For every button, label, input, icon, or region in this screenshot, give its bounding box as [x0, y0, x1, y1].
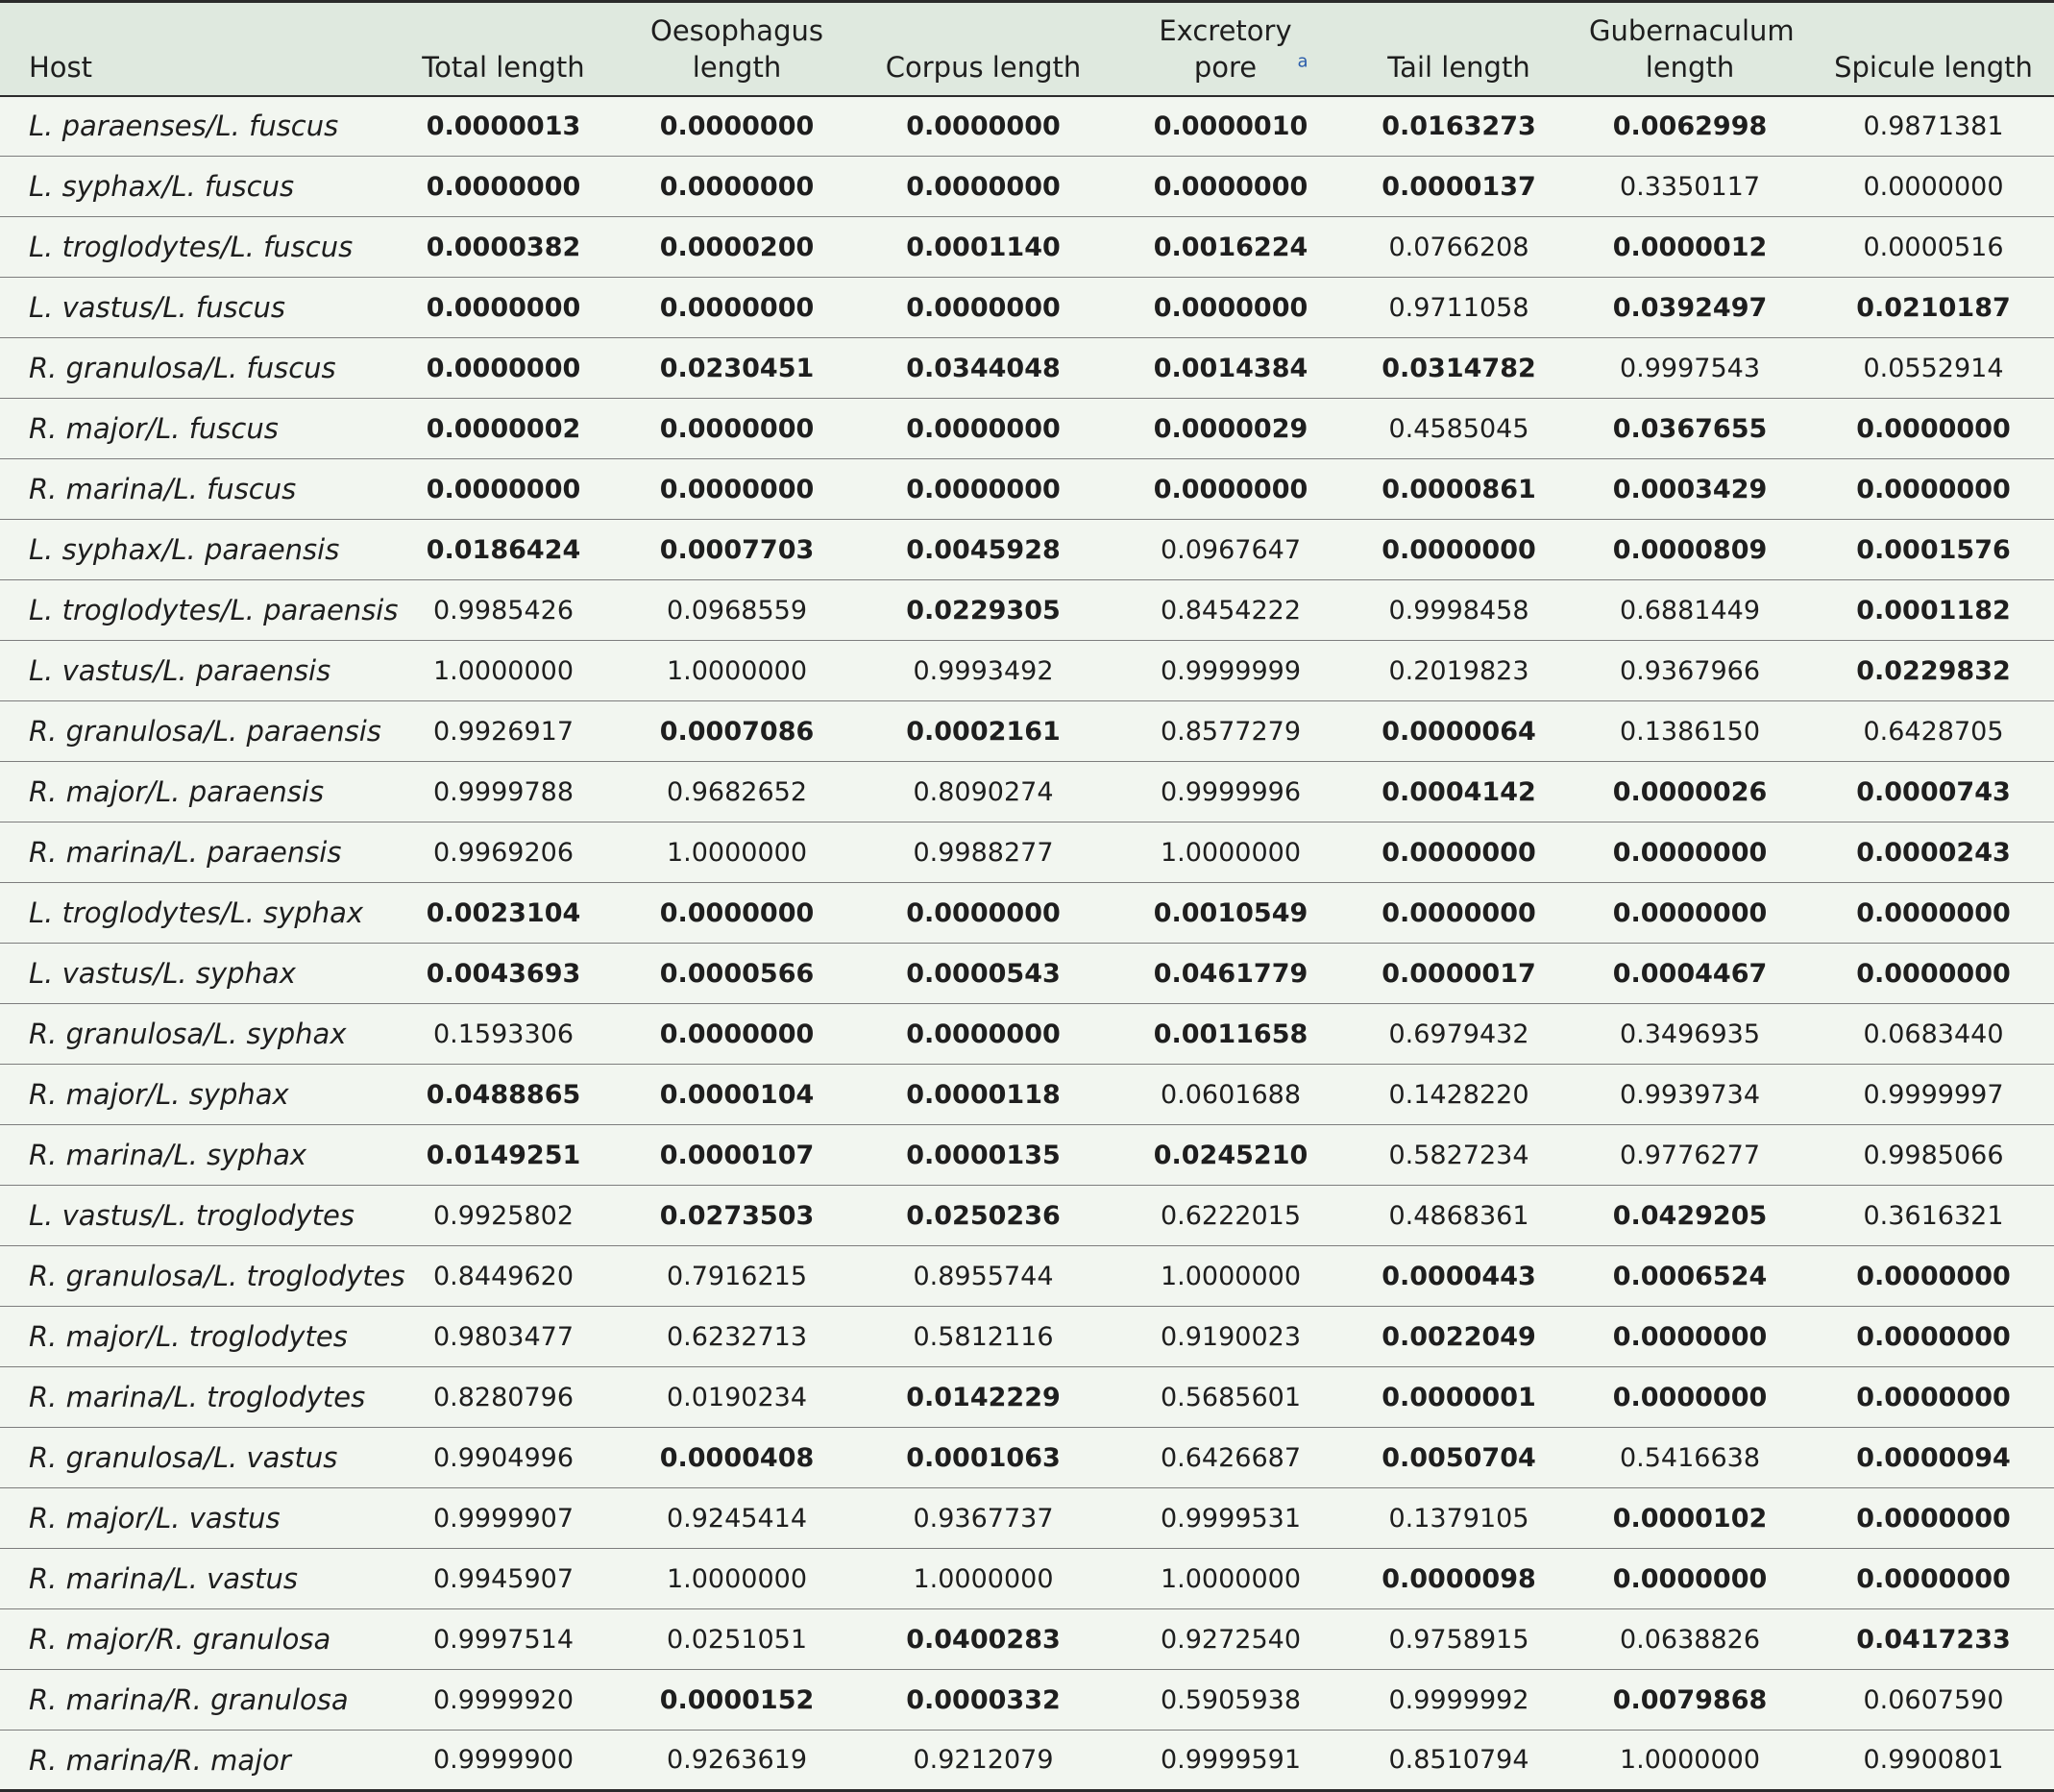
header-oesophagus-length — [618, 2, 856, 96]
p-value-cell: 0.0000000 — [856, 96, 1111, 157]
p-value-cell: 0.0000013 — [389, 96, 618, 157]
table-row — [0, 1307, 2054, 1367]
p-value-cell: 0.0000000 — [1567, 1549, 1813, 1609]
p-value-cell: 0.0000000 — [1813, 1246, 2054, 1307]
p-value-cell: 0.0000000 — [1567, 822, 1813, 883]
host-pair-cell: R. major/L. paraensis — [0, 762, 389, 822]
p-value-cell: 0.9999999 — [1111, 641, 1351, 701]
p-value-cell: 0.0001140 — [856, 217, 1111, 278]
host-pair-cell: R. major/R. granulosa — [0, 1609, 389, 1670]
p-value-cell: 0.0000000 — [1813, 399, 2054, 459]
p-value-cell: 0.0229305 — [856, 580, 1111, 641]
p-value-cell: 0.0000102 — [1567, 1488, 1813, 1549]
p-value-cell: 0.0000104 — [618, 1065, 856, 1125]
p-value-cell: 0.9997543 — [1567, 338, 1813, 399]
p-value-cell: 0.4868361 — [1351, 1186, 1567, 1246]
table-row — [0, 701, 2054, 762]
header-total-length: Total length — [389, 2, 618, 96]
header-oesophagus-length-text: Oesophagus length — [650, 13, 823, 84]
p-value-cell: 1.0000000 — [1111, 1549, 1351, 1609]
header-gubernaculum-length-text: Gubernaculum length — [1589, 13, 1795, 84]
host-pair-cell: L. vastus/L. troglodytes — [0, 1186, 389, 1246]
table-row — [0, 1065, 2054, 1125]
table-row — [0, 1670, 2054, 1731]
p-value-cell: 0.0607590 — [1813, 1670, 2054, 1731]
p-value-cell: 0.1428220 — [1351, 1065, 1567, 1125]
p-value-cell: 1.0000000 — [389, 641, 618, 701]
p-value-cell: 0.0000000 — [618, 399, 856, 459]
p-value-cell: 0.9999531 — [1111, 1488, 1351, 1549]
table-row — [0, 883, 2054, 944]
p-value-cell: 0.0006524 — [1567, 1246, 1813, 1307]
table-row — [0, 278, 2054, 338]
table-row — [0, 1125, 2054, 1186]
host-pair-cell: L. vastus/L. syphax — [0, 944, 389, 1004]
table-row — [0, 1246, 2054, 1307]
table-row — [0, 96, 2054, 157]
p-value-cell: 0.5416638 — [1567, 1428, 1813, 1488]
p-value-cell: 0.0392497 — [1567, 278, 1813, 338]
host-pair-cell: L. troglodytes/L. fuscus — [0, 217, 389, 278]
p-value-cell: 0.0062998 — [1567, 96, 1813, 157]
p-value-cell: 0.9985426 — [389, 580, 618, 641]
p-value-cell: 0.0000064 — [1351, 701, 1567, 762]
table-row — [0, 1004, 2054, 1065]
p-value-cell: 0.9367737 — [856, 1488, 1111, 1549]
p-value-cell: 0.0000029 — [1111, 399, 1351, 459]
host-pair-cell: R. granulosa/L. paraensis — [0, 701, 389, 762]
p-value-cell: 0.0314782 — [1351, 338, 1567, 399]
p-value-cell: 0.0000000 — [618, 278, 856, 338]
table-row — [0, 157, 2054, 217]
p-value-cell: 0.6979432 — [1351, 1004, 1567, 1065]
p-value-cell: 0.0000000 — [1351, 520, 1567, 580]
p-value-cell: 0.2019823 — [1351, 641, 1567, 701]
header-excretory-pore — [1111, 2, 1351, 96]
p-value-cell: 0.0163273 — [1351, 96, 1567, 157]
p-value-cell: 0.0968559 — [618, 580, 856, 641]
table-row — [0, 217, 2054, 278]
header-row — [0, 2, 2054, 96]
p-value-cell: 0.0400283 — [856, 1609, 1111, 1670]
p-value-cell: 0.8280796 — [389, 1367, 618, 1428]
p-value-cell: 0.0043693 — [389, 944, 618, 1004]
host-pair-cell: L. troglodytes/L. syphax — [0, 883, 389, 944]
p-value-cell: 0.0000809 — [1567, 520, 1813, 580]
host-pair-cell: R. marina/L. syphax — [0, 1125, 389, 1186]
p-value-cell: 0.9871381 — [1813, 96, 2054, 157]
p-value-cell: 0.0367655 — [1567, 399, 1813, 459]
p-value-cell: 0.9263619 — [666, 1745, 807, 1775]
table-body — [0, 96, 2054, 1791]
p-value-cell: 0.9945907 — [389, 1549, 618, 1609]
p-value-cell: 0.0000000 — [1813, 944, 2054, 1004]
host-pair-cell: L. syphax/L. paraensis — [0, 520, 389, 580]
p-value-cell: 0.0245210 — [1111, 1125, 1351, 1186]
p-value-cell: 0.0000000 — [618, 157, 856, 217]
p-value-cell: 0.1386150 — [1567, 701, 1813, 762]
p-value-cell: 0.0000000 — [1111, 157, 1351, 217]
p-value-cell: 0.9272540 — [1111, 1609, 1351, 1670]
p-value-cell: 0.9758915 — [1351, 1609, 1567, 1670]
p-value-cell: 0.0000543 — [856, 944, 1111, 1004]
p-value-cell: 0.0079868 — [1567, 1670, 1813, 1731]
p-value-cell: 0.0000118 — [856, 1065, 1111, 1125]
p-value-cell: 0.9999591 — [1160, 1745, 1301, 1775]
p-value-cell: 1.0000000 — [618, 1549, 856, 1609]
p-value-cell: 1.0000000 — [1619, 1745, 1760, 1775]
p-value-cell: 1.0000000 — [1111, 1246, 1351, 1307]
p-value-cell: 0.0149251 — [389, 1125, 618, 1186]
header-tail-length: Tail length — [1351, 2, 1567, 96]
p-value-cell: 0.0000000 — [856, 459, 1111, 520]
p-value-cell: 0.0000017 — [1351, 944, 1567, 1004]
table-row — [0, 399, 2054, 459]
host-pair-cell: R. marina/L. vastus — [0, 1549, 389, 1609]
p-value-cell: 0.0000000 — [389, 157, 618, 217]
table-row — [0, 1186, 2054, 1246]
p-value-cell: 0.0601688 — [1111, 1065, 1351, 1125]
p-value-cell: 0.9999788 — [389, 762, 618, 822]
host-pair-cell: R. marina/R. major — [29, 1743, 291, 1777]
p-value-cell: 0.0229832 — [1813, 641, 2054, 701]
table-row — [0, 641, 2054, 701]
p-value-cell: 0.0002161 — [856, 701, 1111, 762]
p-value-cell: 0.8449620 — [389, 1246, 618, 1307]
p-value-cell: 0.1593306 — [389, 1004, 618, 1065]
p-value-cell: 0.9999992 — [1351, 1670, 1567, 1731]
p-value-cell: 0.0000332 — [856, 1670, 1111, 1731]
p-value-cell: 0.0488865 — [389, 1065, 618, 1125]
footnote-marker[interactable]: a — [1297, 50, 1308, 71]
p-value-cell: 0.6222015 — [1111, 1186, 1351, 1246]
p-value-cell: 0.0000000 — [856, 1004, 1111, 1065]
p-value-cell: 0.0000000 — [1813, 1367, 2054, 1428]
p-value-cell: 0.0000107 — [618, 1125, 856, 1186]
p-value-cell: 0.0273503 — [618, 1186, 856, 1246]
p-value-cell: 0.0000000 — [856, 399, 1111, 459]
host-pair-cell: R. marina/L. troglodytes — [0, 1367, 389, 1428]
p-value-cell: 0.3350117 — [1567, 157, 1813, 217]
p-value-cell: 0.0011658 — [1111, 1004, 1351, 1065]
p-value-cell: 0.0000000 — [1111, 278, 1351, 338]
p-value-cell: 1.0000000 — [618, 641, 856, 701]
p-value-cell: 0.5905938 — [1111, 1670, 1351, 1731]
p-value-cell: 0.0429205 — [1567, 1186, 1813, 1246]
p-value-cell: 1.0000000 — [618, 822, 856, 883]
p-value-cell: 0.0461779 — [1111, 944, 1351, 1004]
p-value-cell: 0.9988277 — [856, 822, 1111, 883]
p-value-cell: 0.0186424 — [389, 520, 618, 580]
p-value-cell: 0.0210187 — [1813, 278, 2054, 338]
p-value-cell: 0.9998458 — [1351, 580, 1567, 641]
p-value-cell: 0.0142229 — [856, 1367, 1111, 1428]
p-value-cell: 0.0014384 — [1111, 338, 1351, 399]
host-pair-cell: R. major/L. fuscus — [0, 399, 389, 459]
p-value-cell: 0.0000861 — [1351, 459, 1567, 520]
host-pair-cell: R. major/L. syphax — [0, 1065, 389, 1125]
p-value-cell: 0.9999900 — [432, 1745, 574, 1775]
p-value-cell: 0.0000000 — [1111, 459, 1351, 520]
table-row — [0, 1609, 2054, 1670]
p-value-cell: 0.0000566 — [618, 944, 856, 1004]
host-pair-cell: L. vastus/L. fuscus — [0, 278, 389, 338]
host-pair-cell: R. granulosa/L. troglodytes — [0, 1246, 389, 1307]
p-value-cell: 0.0638826 — [1567, 1609, 1813, 1670]
host-pair-cell: R. major/L. troglodytes — [0, 1307, 389, 1367]
p-value-cell: 0.0000200 — [618, 217, 856, 278]
p-value-cell: 0.9985066 — [1813, 1125, 2054, 1186]
p-value-cell: 0.0000000 — [389, 338, 618, 399]
table-row — [0, 520, 2054, 580]
p-value-cell: 0.0344048 — [856, 338, 1111, 399]
p-value-cell: 0.0000000 — [618, 459, 856, 520]
p-value-cell: 0.8510794 — [1388, 1745, 1529, 1775]
p-value-cell: 0.0022049 — [1351, 1307, 1567, 1367]
p-value-cell: 0.0000243 — [1813, 822, 2054, 883]
p-value-cell: 0.6428705 — [1813, 701, 2054, 762]
p-value-cell: 0.0967647 — [1111, 520, 1351, 580]
p-value-cell: 0.0000000 — [1351, 883, 1567, 944]
p-value-cell: 0.5827234 — [1351, 1125, 1567, 1186]
p-value-cell: 0.0000000 — [618, 1004, 856, 1065]
p-value-cell: 0.0001063 — [856, 1428, 1111, 1488]
p-value-cell: 0.0045928 — [856, 520, 1111, 580]
p-value-cell: 0.9245414 — [618, 1488, 856, 1549]
p-value-cell: 0.9925802 — [389, 1186, 618, 1246]
p-value-cell: 0.9803477 — [389, 1307, 618, 1367]
p-value-cell: 0.0001182 — [1813, 580, 2054, 641]
table-row — [0, 822, 2054, 883]
p-value-cell: 0.8090274 — [856, 762, 1111, 822]
p-value-cell: 0.9926917 — [389, 701, 618, 762]
p-value-cell: 0.6881449 — [1567, 580, 1813, 641]
p-value-cell: 0.6232713 — [618, 1307, 856, 1367]
p-value-cell: 0.9999997 — [1813, 1065, 2054, 1125]
p-value-cell: 0.9682652 — [618, 762, 856, 822]
table-row — [0, 1428, 2054, 1488]
p-value-cell: 0.0230451 — [618, 338, 856, 399]
p-value-cell: 0.9969206 — [389, 822, 618, 883]
host-pair-cell: R. granulosa/L. syphax — [0, 1004, 389, 1065]
p-value-cell: 0.0000000 — [618, 96, 856, 157]
p-value-cell: 0.9711058 — [1351, 278, 1567, 338]
p-value-cell: 0.8577279 — [1111, 701, 1351, 762]
host-pair-cell: L. syphax/L. fuscus — [0, 157, 389, 217]
header-corpus-length: Corpus length — [856, 2, 1111, 96]
header-excretory-pore-text: Excretory pore — [1159, 13, 1292, 84]
p-value-cell: 0.0766208 — [1351, 217, 1567, 278]
host-pair-cell: R. marina/L. paraensis — [0, 822, 389, 883]
p-value-cell: 0.0000000 — [1351, 822, 1567, 883]
p-value-cell: 0.9997514 — [389, 1609, 618, 1670]
p-value-cell: 0.0417233 — [1813, 1609, 2054, 1670]
p-value-cell: 0.0000000 — [1567, 883, 1813, 944]
p-value-cell: 0.0000000 — [389, 278, 618, 338]
p-value-cell: 0.0000098 — [1351, 1549, 1567, 1609]
p-value-cell: 0.0190234 — [618, 1367, 856, 1428]
p-value-cell: 0.0000152 — [618, 1670, 856, 1731]
p-value-cell: 0.0000001 — [1351, 1367, 1567, 1428]
p-value-cell: 0.0250236 — [856, 1186, 1111, 1246]
p-value-cell: 0.0000000 — [1813, 1549, 2054, 1609]
p-value-cell: 0.0000000 — [1813, 157, 2054, 217]
table-row — [0, 580, 2054, 641]
p-value-cell: 0.6426687 — [1111, 1428, 1351, 1488]
p-value-cell: 0.8955744 — [856, 1246, 1111, 1307]
p-value-cell: 0.9367966 — [1567, 641, 1813, 701]
p-value-cell: 0.0000094 — [1813, 1428, 2054, 1488]
table-header — [0, 2, 2054, 96]
p-value-cell: 0.9999920 — [389, 1670, 618, 1731]
p-value-cell: 0.0000443 — [1351, 1246, 1567, 1307]
p-value-cell: 0.0000012 — [1567, 217, 1813, 278]
p-value-cell: 1.0000000 — [856, 1549, 1111, 1609]
p-value-cell: 0.0000000 — [1813, 459, 2054, 520]
host-pair-cell: R. marina/L. fuscus — [0, 459, 389, 520]
header-gubernaculum-length — [1567, 2, 1813, 96]
p-value-cell: 0.0000000 — [1813, 1307, 2054, 1367]
table-row — [0, 459, 2054, 520]
p-value-cell: 0.0001576 — [1813, 520, 2054, 580]
p-value-cell: 0.0003429 — [1567, 459, 1813, 520]
p-value-cell: 0.0000000 — [1813, 1488, 2054, 1549]
p-value-cell: 0.0552914 — [1813, 338, 2054, 399]
p-value-cell: 0.0000408 — [618, 1428, 856, 1488]
table-row — [0, 944, 2054, 1004]
p-value-cell: 0.0016224 — [1111, 217, 1351, 278]
host-pair-cell: R. granulosa/L. vastus — [0, 1428, 389, 1488]
p-value-cell: 0.0004467 — [1567, 944, 1813, 1004]
p-value-cell: 0.0023104 — [389, 883, 618, 944]
table-row — [0, 1367, 2054, 1428]
p-value-cell: 1.0000000 — [1111, 822, 1351, 883]
p-value-cell: 0.0683440 — [1813, 1004, 2054, 1065]
p-value-cell: 0.9999907 — [389, 1488, 618, 1549]
table-row — [0, 1549, 2054, 1609]
p-value-cell: 0.0007703 — [618, 520, 856, 580]
p-value-cell: 0.9993492 — [856, 641, 1111, 701]
p-value-cell: 0.9999996 — [1111, 762, 1351, 822]
p-value-cell: 0.0000000 — [856, 278, 1111, 338]
p-value-cell: 0.0050704 — [1351, 1428, 1567, 1488]
p-value-cell: 0.0000000 — [618, 883, 856, 944]
p-value-cell: 0.0000135 — [856, 1125, 1111, 1186]
host-pair-cell: R. granulosa/L. fuscus — [0, 338, 389, 399]
p-value-cell: 0.5685601 — [1111, 1367, 1351, 1428]
host-pair-cell: L. paraenses/L. fuscus — [0, 96, 389, 157]
table-row — [0, 1488, 2054, 1549]
host-pair-cell: L. vastus/L. paraensis — [0, 641, 389, 701]
host-pair-cell: R. major/L. vastus — [0, 1488, 389, 1549]
p-value-cell: 0.9904996 — [389, 1428, 618, 1488]
p-value-cell: 0.0000002 — [389, 399, 618, 459]
table-row — [0, 338, 2054, 399]
p-value-cell: 0.0000000 — [1567, 1307, 1813, 1367]
p-value-cell: 0.0000026 — [1567, 762, 1813, 822]
p-value-cell: 0.9900801 — [1863, 1745, 2004, 1775]
p-value-cell: 0.0004142 — [1351, 762, 1567, 822]
header-host: Host — [0, 2, 389, 96]
header-spicule-length: Spicule length — [1813, 2, 2054, 96]
p-value-cell: 0.3616321 — [1813, 1186, 2054, 1246]
p-value-cell: 0.0000516 — [1813, 217, 2054, 278]
p-value-cell: 0.0000137 — [1351, 157, 1567, 217]
p-value-cell: 0.0000382 — [389, 217, 618, 278]
p-value-cell: 0.9212079 — [913, 1745, 1054, 1775]
p-value-cell: 0.0000010 — [1111, 96, 1351, 157]
p-value-cell: 0.0010549 — [1111, 883, 1351, 944]
p-value-cell: 0.0251051 — [618, 1609, 856, 1670]
p-value-cell: 0.9939734 — [1567, 1065, 1813, 1125]
p-value-cell: 0.0000000 — [1567, 1367, 1813, 1428]
p-value-cell: 0.0007086 — [618, 701, 856, 762]
host-pair-cell: L. troglodytes/L. paraensis — [0, 580, 389, 641]
p-value-cell: 0.0000743 — [1813, 762, 2054, 822]
table-row — [0, 762, 2054, 822]
p-value-cell: 0.3496935 — [1567, 1004, 1813, 1065]
p-value-cell: 0.1379105 — [1351, 1488, 1567, 1549]
p-value-cell: 0.0000000 — [1813, 883, 2054, 944]
host-pair-cell: R. marina/R. granulosa — [0, 1670, 389, 1731]
p-value-cell: 0.9776277 — [1567, 1125, 1813, 1186]
p-value-cell: 0.0000000 — [389, 459, 618, 520]
p-value-cell: 0.5812116 — [856, 1307, 1111, 1367]
p-value-cell: 0.8454222 — [1111, 580, 1351, 641]
p-value-cell: 0.7916215 — [618, 1246, 856, 1307]
p-value-cell: 0.9190023 — [1111, 1307, 1351, 1367]
p-value-cell: 0.0000000 — [856, 883, 1111, 944]
p-value-cell: 0.0000000 — [856, 157, 1111, 217]
p-value-cell: 0.4585045 — [1351, 399, 1567, 459]
table-row — [0, 1731, 2054, 1791]
